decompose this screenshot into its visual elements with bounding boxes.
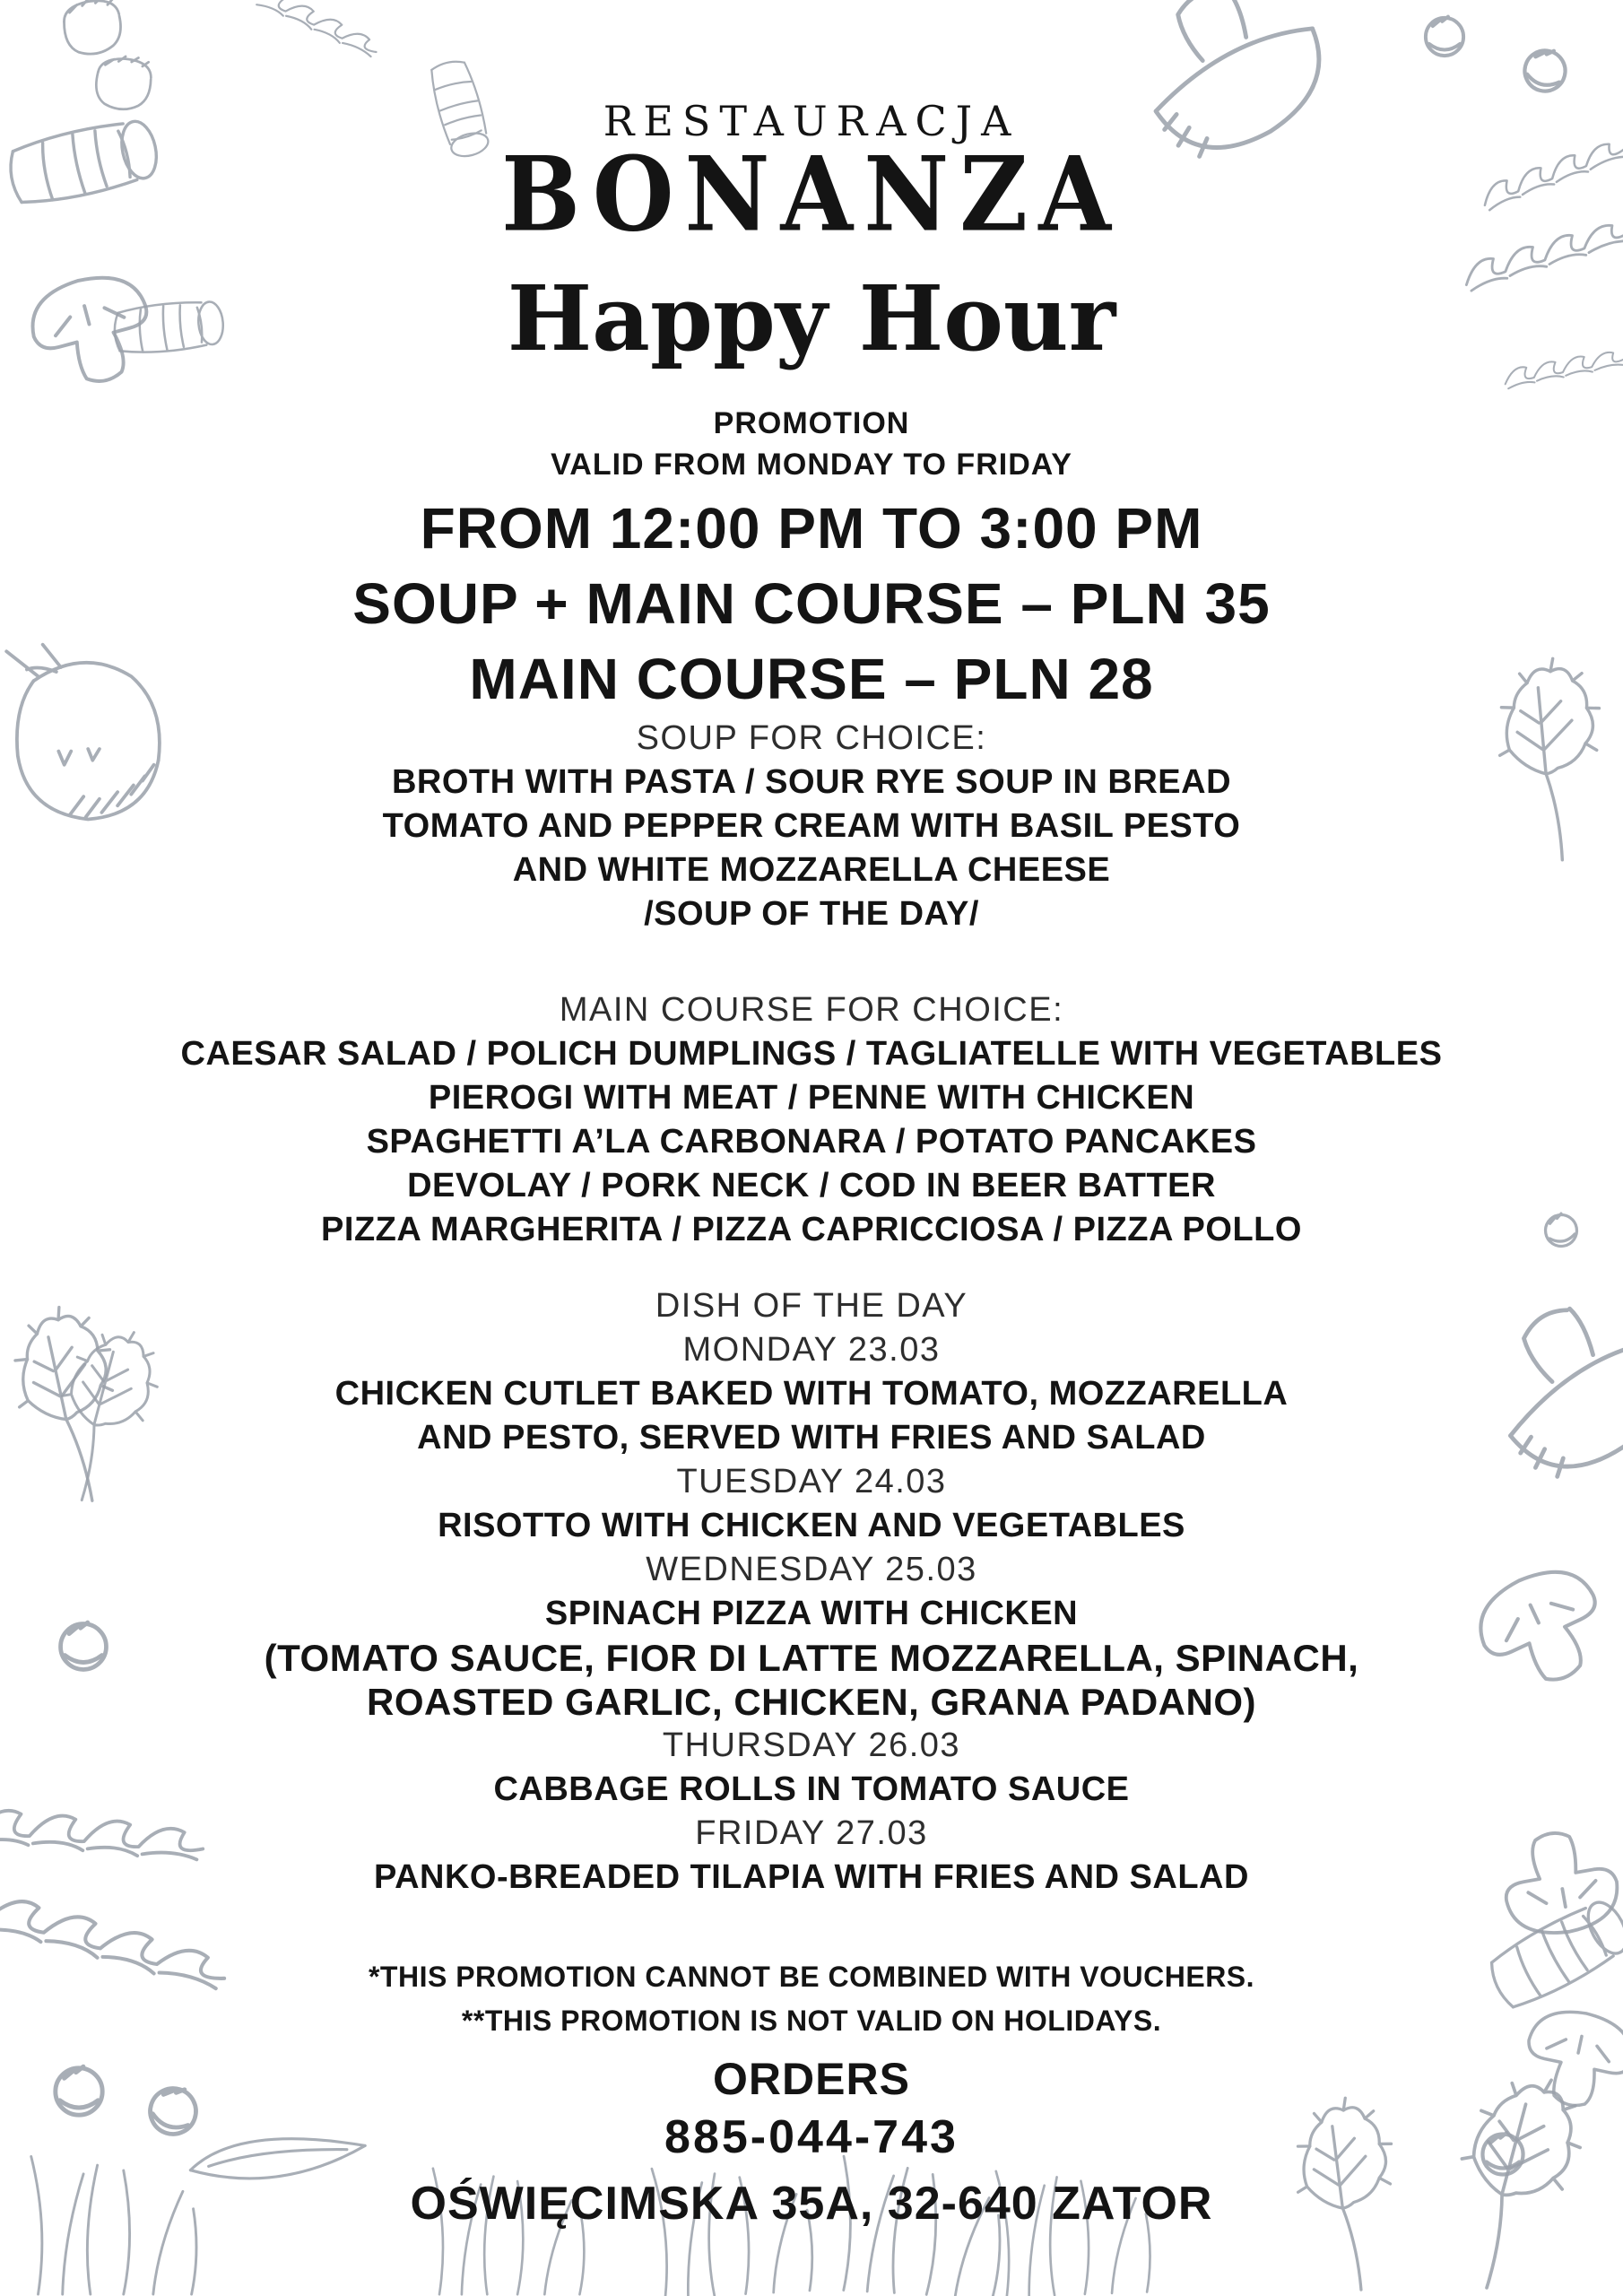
offer-soup-main-course: SOUP + MAIN COURSE – PLN 35 bbox=[352, 570, 1271, 636]
restaurant-name: BONANZA bbox=[501, 133, 1122, 255]
page-title: Happy Hour bbox=[507, 265, 1116, 371]
soup-section bbox=[0, 717, 1623, 936]
offer-main-course: MAIN COURSE – PLN 28 bbox=[469, 646, 1154, 711]
main-course-item: SPAGHETTI A’LA CARBONARA / POTATO PANCAKES bbox=[366, 1122, 1257, 1161]
main-course-section bbox=[0, 988, 1623, 1252]
soup-item: /SOUP OF THE DAY/ bbox=[644, 894, 979, 933]
soup-item: TOMATO AND PEPPER CREAM WITH BASIL PESTO bbox=[382, 806, 1241, 845]
brand-block bbox=[0, 97, 1623, 371]
day-dish-detail: ROASTED GARLIC, CHICKEN, GRANA PADANO) bbox=[367, 1680, 1256, 1723]
day-dish: RISOTTO WITH CHICKEN AND VEGETABLES bbox=[438, 1506, 1185, 1544]
promotion-validity: VALID FROM MONDAY TO FRIDAY bbox=[551, 447, 1072, 482]
main-course-item: PIEROGI WITH MEAT / PENNE WITH CHICKEN bbox=[428, 1078, 1195, 1117]
contact-block bbox=[0, 2050, 1623, 2233]
address: OŚWIĘCIMSKA 35A, 32-640 ZATOR bbox=[410, 2177, 1213, 2230]
day-dish: CABBAGE ROLLS IN TOMATO SAUCE bbox=[493, 1770, 1130, 1808]
soup-section-heading: SOUP FOR CHOICE: bbox=[636, 718, 987, 757]
main-course-item: PIZZA MARGHERITA / PIZZA CAPRICCIOSA / PIZZA POLLO bbox=[321, 1210, 1302, 1248]
promotion-hours: FROM 12:00 PM TO 3:00 PM bbox=[420, 495, 1203, 561]
soup-item: AND WHITE MOZZARELLA CHEESE bbox=[512, 850, 1111, 889]
phone-number: 885-044-743 bbox=[664, 2110, 959, 2163]
main-course-item: DEVOLAY / PORK NECK / COD IN BEER BATTER bbox=[407, 1166, 1216, 1205]
main-course-item: CAESAR SALAD / POLICH DUMPLINGS / TAGLIATELLE WITH VEGETABLES bbox=[180, 1034, 1443, 1073]
dish-of-the-day-section bbox=[0, 1284, 1623, 1900]
dish-of-the-day-heading: DISH OF THE DAY bbox=[655, 1286, 968, 1325]
day-label-monday: MONDAY 23.03 bbox=[682, 1330, 941, 1369]
promotion-block bbox=[0, 403, 1623, 717]
promotion-heading: PROMOTION bbox=[713, 405, 910, 440]
restaurant-label: RESTAURACJA bbox=[603, 97, 1020, 145]
day-label-thursday: THURSDAY 26.03 bbox=[662, 1726, 961, 1764]
day-label-tuesday: TUESDAY 24.03 bbox=[676, 1462, 947, 1500]
day-dish: AND PESTO, SERVED WITH FRIES AND SALAD bbox=[417, 1418, 1206, 1457]
orders-heading: ORDERS bbox=[713, 2053, 910, 2104]
main-course-heading: MAIN COURSE FOR CHOICE: bbox=[559, 990, 1064, 1029]
day-label-friday: FRIDAY 27.03 bbox=[695, 1813, 928, 1852]
day-dish: PANKO-BREADED TILAPIA WITH FRIES AND SALAD bbox=[374, 1857, 1249, 1896]
soup-item: BROTH WITH PASTA / SOUR RYE SOUP IN BREAD bbox=[391, 762, 1232, 801]
day-dish: SPINACH PIZZA WITH CHICKEN bbox=[544, 1594, 1079, 1632]
day-dish-detail: (TOMATO SAUCE, FIOR DI LATTE MOZZARELLA, SPINACH, bbox=[264, 1636, 1359, 1679]
promotion-notes bbox=[0, 1955, 1623, 2043]
note-vouchers: *THIS PROMOTION CANNOT BE COMBINED WITH VOUCHERS. bbox=[368, 1960, 1255, 1993]
day-label-wednesday: WEDNESDAY 25.03 bbox=[646, 1550, 977, 1588]
day-dish: CHICKEN CUTLET BAKED WITH TOMATO, MOZZARELLA bbox=[334, 1374, 1289, 1413]
note-holidays: **THIS PROMOTION IS NOT VALID ON HOLIDAYS. bbox=[461, 2004, 1162, 2037]
